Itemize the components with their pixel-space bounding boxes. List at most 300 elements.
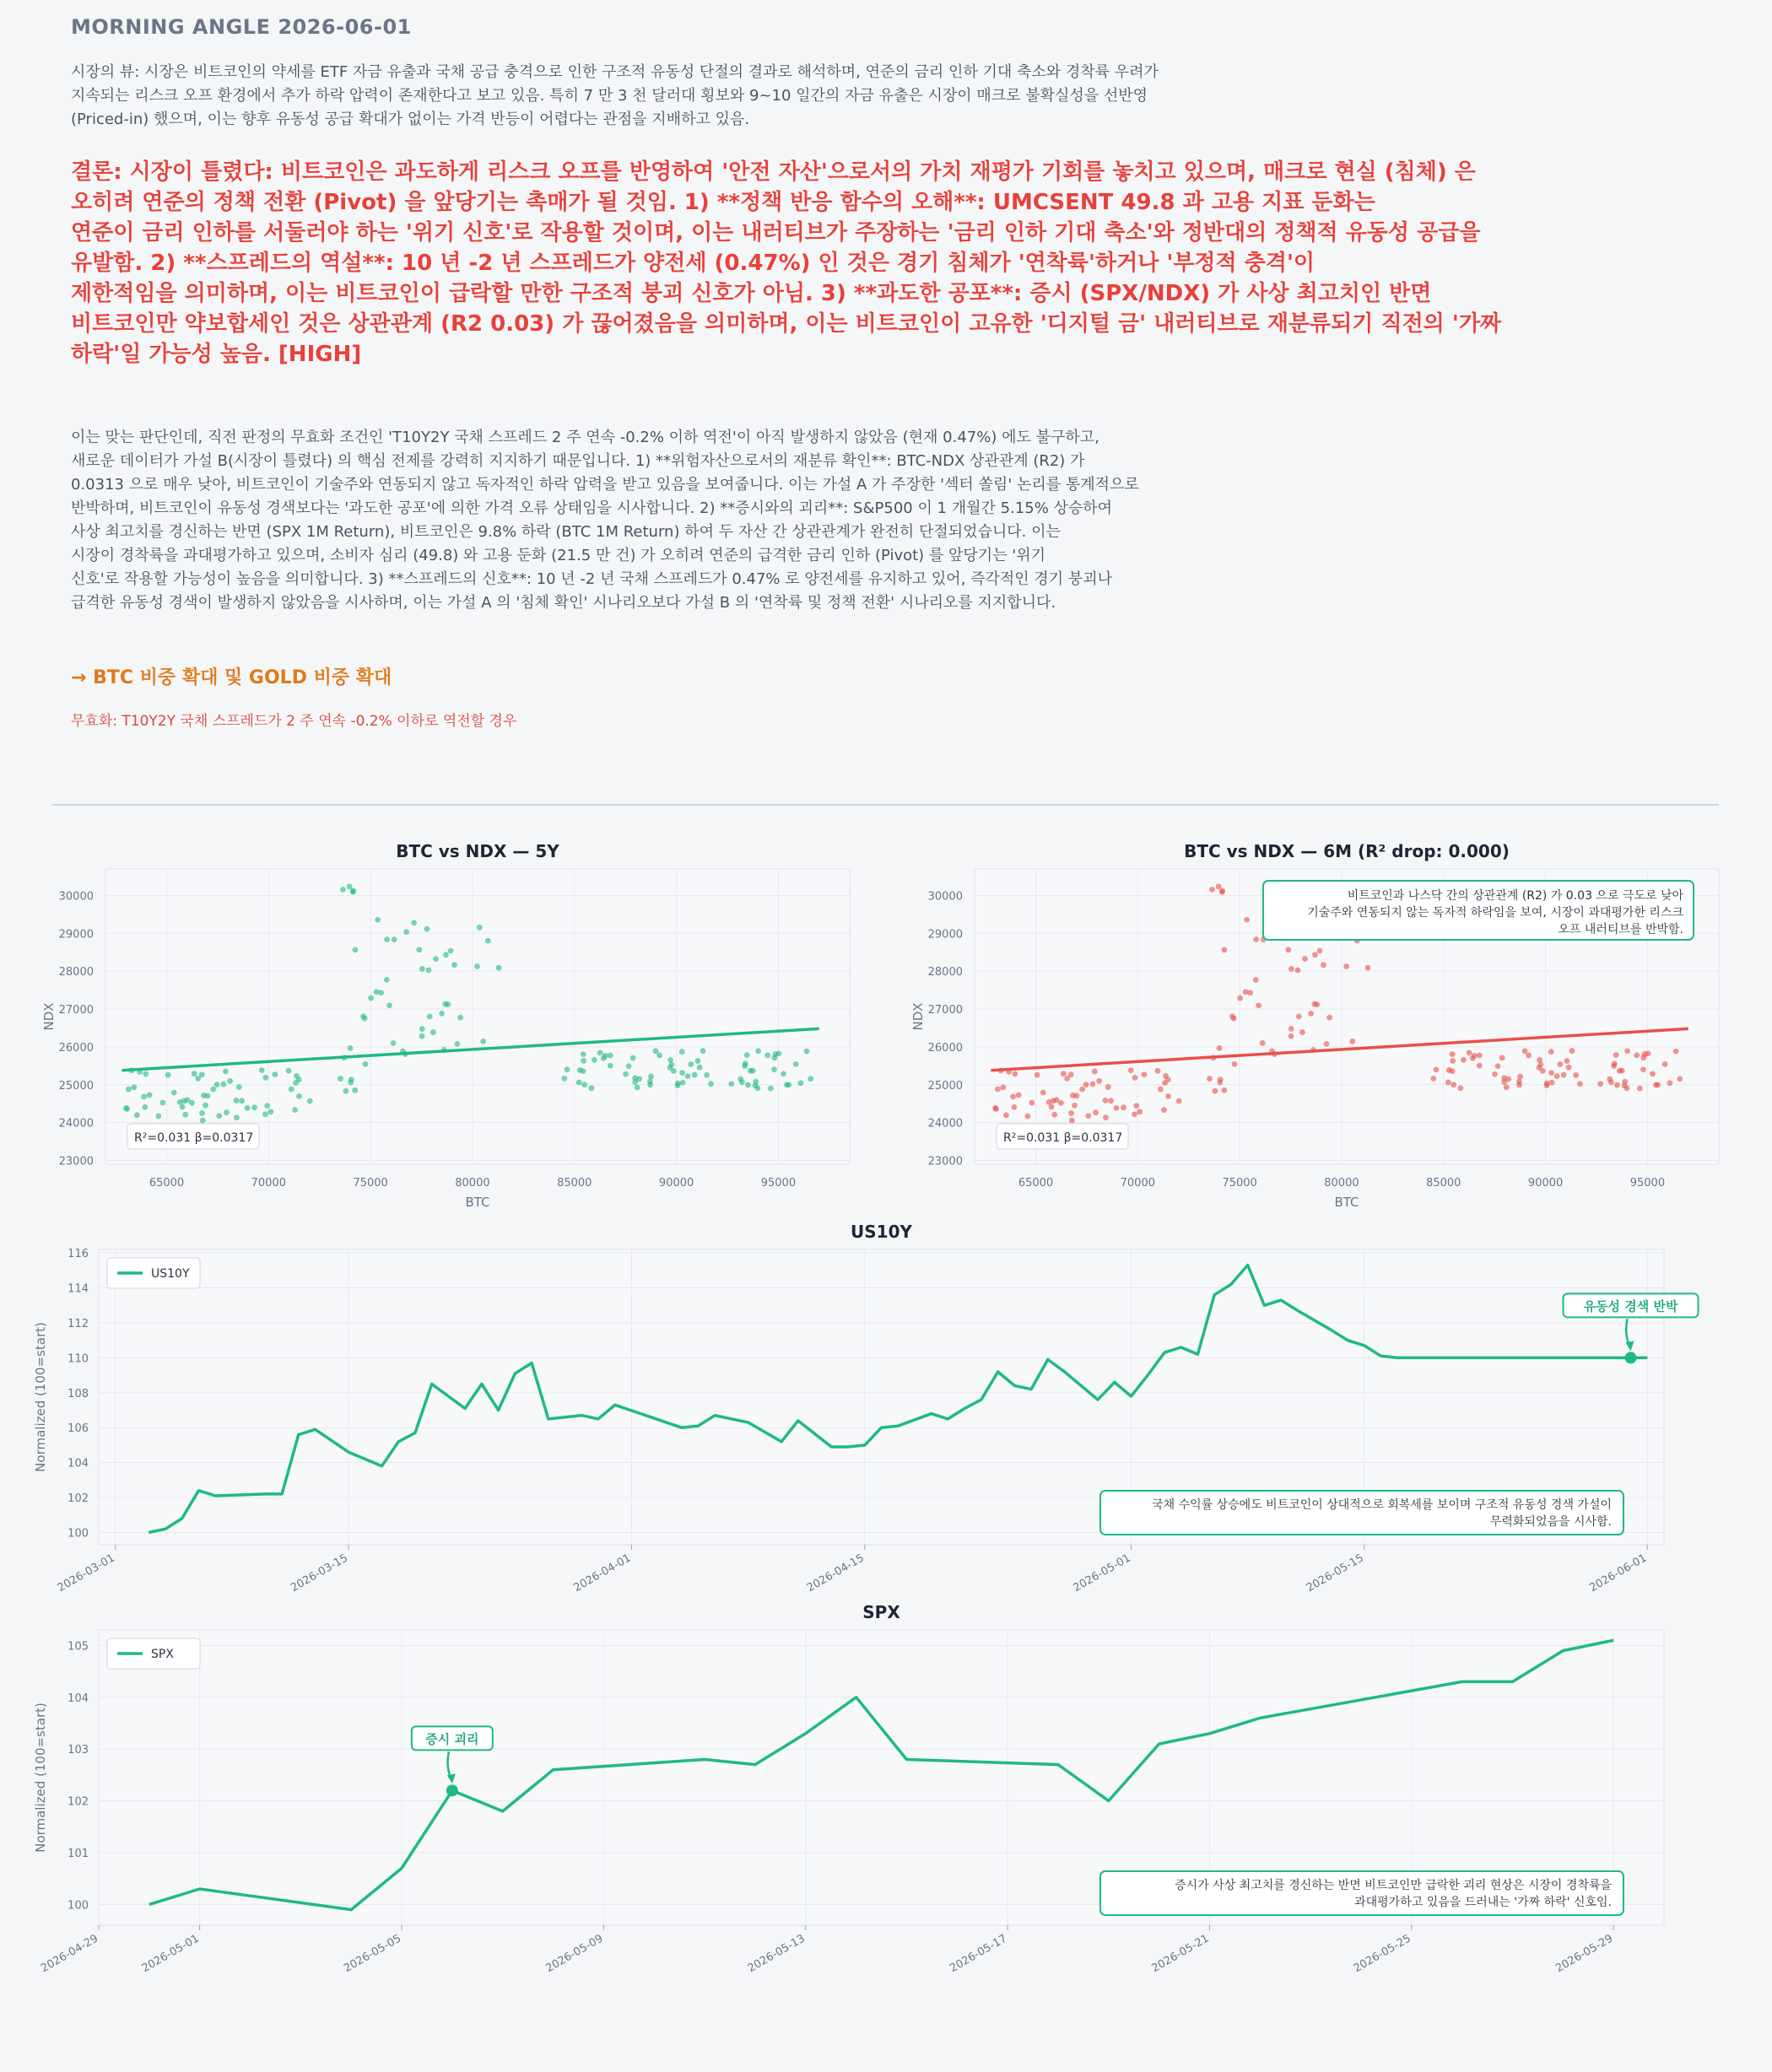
scatter-point <box>177 1099 183 1105</box>
scatter-point <box>182 1112 188 1118</box>
scatter-point <box>781 1071 786 1076</box>
scatter-point <box>1114 1105 1120 1111</box>
scatter-point <box>457 1015 463 1021</box>
scatter-point <box>623 1071 629 1077</box>
x-tick-label: 65000 <box>149 1177 185 1190</box>
scatter-point <box>1653 1082 1659 1087</box>
y-tick-label: 25000 <box>58 1079 94 1093</box>
scatter-point <box>576 1080 582 1086</box>
scatter-point <box>1011 1104 1017 1110</box>
y-tick-label: 106 <box>68 1422 89 1436</box>
scatter-point <box>1569 1048 1575 1054</box>
scatter-point <box>1457 1085 1463 1091</box>
y-tick-label: 26000 <box>58 1041 94 1055</box>
scatter-point <box>1326 1015 1332 1021</box>
scatter-point <box>1260 1040 1266 1046</box>
x-tick-label: 2026-05-09 <box>543 1932 606 1976</box>
scatter-point <box>597 1050 603 1056</box>
scatter-point <box>386 1002 392 1008</box>
scatter-point <box>165 1072 171 1078</box>
conclusion-line: 비트코인만 약보합세인 것은 상관관계 (R2 0.03) 가 끊어졌음을 의미하며, 이는 비트코인이 고유한 '디지털 금' 내러티브로 재분류되기 직전의 '가짜 <box>71 311 1502 337</box>
conclusion-line: 연준이 금리 인하를 서둘러야 하는 '위기 신호'로 작용할 것이며, 이는 내러티브가 주장하는 '금리 인하 기대 축소'와 정반대의 정책적 유동성 공급을 <box>71 220 1481 246</box>
scatter-point <box>451 962 457 968</box>
scatter-point <box>671 1068 677 1074</box>
scatter-point <box>338 1076 343 1082</box>
scatter-point <box>286 1068 292 1074</box>
scatter-point <box>227 1078 233 1084</box>
scatter-point <box>445 1001 451 1007</box>
x-tick-label: 2026-06-01 <box>1587 1551 1650 1595</box>
y-tick-label: 25000 <box>927 1079 963 1093</box>
y-tick-label: 23000 <box>927 1155 963 1168</box>
annotation-label: 유동성 경색 반박 <box>1583 1298 1678 1314</box>
y-tick-label: 27000 <box>58 1004 94 1017</box>
scatter-point <box>592 1057 597 1063</box>
scatter-point <box>1158 1087 1164 1093</box>
x-tick-label: 70000 <box>1120 1177 1155 1190</box>
scatter-point <box>296 1093 302 1099</box>
y-tick-label: 102 <box>68 1795 89 1809</box>
y-tick-label: 101 <box>68 1848 89 1861</box>
stats-label: R²=0.031 β=0.0317 <box>1003 1131 1123 1145</box>
x-tick-label: 75000 <box>353 1177 388 1190</box>
scatter-point <box>1217 1080 1223 1086</box>
y-tick-label: 100 <box>68 1527 89 1541</box>
scatter-point <box>1446 1067 1452 1073</box>
scatter-point <box>1247 990 1253 996</box>
scatter-chart-2 <box>910 841 1719 1210</box>
scatter-point <box>1548 1070 1554 1076</box>
y-axis-label: NDX <box>910 1002 926 1031</box>
scatter-point <box>745 1082 751 1088</box>
scatter-point <box>131 1084 137 1090</box>
scatter-point <box>784 1082 790 1087</box>
scatter-point <box>1365 965 1371 971</box>
scatter-point <box>1324 1041 1330 1047</box>
scatter-point <box>251 1104 257 1110</box>
scatter-point <box>392 936 397 942</box>
scatter-point <box>1072 1103 1078 1109</box>
y-axis-label: Normalized (100=start) <box>33 1322 48 1472</box>
scatter-point <box>728 1081 734 1087</box>
x-tick-label: 85000 <box>557 1177 592 1190</box>
scatter-point <box>1161 1107 1167 1113</box>
scatter-point <box>239 1098 245 1103</box>
scatter-point <box>1450 1051 1456 1057</box>
scatter-point <box>455 1041 461 1047</box>
scatter-point <box>1155 1068 1161 1074</box>
scatter-point <box>1495 1063 1501 1069</box>
scatter-point <box>1308 1011 1314 1017</box>
scatter-point <box>1288 1033 1294 1039</box>
scatter-point <box>588 1085 594 1091</box>
scatter-point <box>1288 1026 1294 1032</box>
scatter-point <box>1617 1068 1623 1074</box>
scatter-point <box>798 1080 804 1086</box>
x-tick-label: 2026-05-21 <box>1149 1932 1212 1976</box>
scatter-point <box>697 1065 703 1071</box>
scatter-point <box>293 1080 299 1086</box>
x-axis-label: BTC <box>1334 1195 1359 1210</box>
scatter-point <box>1085 1113 1091 1119</box>
y-tick-label: 26000 <box>927 1041 963 1055</box>
scatter-point <box>224 1109 230 1115</box>
scatter-point <box>273 1071 278 1077</box>
line-chart-spx <box>33 1602 1664 1975</box>
scatter-point <box>1054 1097 1060 1103</box>
scatter-point <box>1467 1050 1472 1056</box>
x-tick-label: 75000 <box>1222 1177 1257 1190</box>
scatter-point <box>1012 1071 1018 1077</box>
x-tick-label: 80000 <box>455 1177 490 1190</box>
x-tick-label: 2026-05-01 <box>139 1932 202 1976</box>
scatter-point <box>347 883 353 889</box>
scatter-point <box>384 936 390 942</box>
scatter-point <box>1544 1081 1550 1087</box>
scatter-point <box>1667 1080 1673 1086</box>
y-tick-label: 108 <box>68 1387 89 1400</box>
reasoning-line: 이는 맞는 판단인데, 직전 판정의 무효화 조건인 'T10Y2Y 국채 스프레드 2 주 연속 -0.2% 이하 역전'이 아직 발생하지 않았음 (현재 0.47%) 에도 불구하고, <box>71 429 1099 446</box>
scatter-point <box>581 1051 586 1057</box>
x-tick-label: 90000 <box>658 1177 694 1190</box>
note-text: 국채 수익률 상승에도 비트코인이 상대적으로 회복세를 보이며 구조적 유동성 경색 가설이 <box>1152 1498 1612 1512</box>
chart-title: SPX <box>862 1602 900 1622</box>
scatter-point <box>1343 963 1349 969</box>
scatter-point <box>147 1093 153 1098</box>
scatter-point <box>748 1068 754 1074</box>
x-tick-label: 90000 <box>1527 1177 1564 1190</box>
stats-label: R²=0.031 β=0.0317 <box>134 1131 254 1145</box>
scatter-point <box>1295 968 1301 974</box>
scatter-point <box>1024 1114 1030 1120</box>
scatter-point <box>1554 1073 1560 1079</box>
scatter-point <box>171 1090 177 1096</box>
scatter-point <box>685 1073 691 1079</box>
scatter-point <box>411 920 417 925</box>
scatter-point <box>1624 1048 1630 1054</box>
scatter-point <box>1165 1093 1171 1099</box>
scatter-point <box>1450 1058 1456 1064</box>
scatter-point <box>384 977 390 983</box>
reasoning-line: 새로운 데이터가 가설 B(시장이 틀렸다) 의 핵심 전제를 강력히 지지하기 때문입니다. 1) **위험자산으로서의 재분류 확인**: BTC-NDX 상관관계 (R2) 가 <box>71 452 1085 470</box>
scatter-point <box>343 1088 349 1094</box>
scatter-point <box>124 1106 130 1112</box>
scatter-point <box>267 1109 273 1114</box>
scatter-point <box>155 1114 161 1120</box>
scatter-point <box>234 1114 240 1120</box>
scatter-point <box>630 1055 636 1061</box>
scatter-point <box>1163 1073 1169 1079</box>
chart-title: BTC vs NDX — 5Y <box>396 841 559 861</box>
scatter-point <box>808 1076 813 1082</box>
x-tick-label: 95000 <box>1629 1177 1666 1190</box>
scatter-point <box>1288 966 1294 972</box>
scatter-point <box>1622 1079 1628 1085</box>
scatter-point <box>688 1061 694 1067</box>
scatter-point <box>1256 1002 1261 1008</box>
annotation-text: 오프 내러티브를 반박함. <box>1558 923 1683 936</box>
y-tick-label: 110 <box>68 1352 89 1366</box>
conclusion-line: 제한적임을 의미하며, 이는 비트코인이 급락할 만한 구조적 붕괴 신호가 아님. 3) **과도한 공포**: 증시 (SPX/NDX) 가 사상 최고치인 반면 <box>71 281 1432 306</box>
scatter-point <box>236 1084 242 1090</box>
scatter-point <box>648 1074 654 1080</box>
scatter-point <box>1128 1067 1134 1073</box>
scatter-point <box>1538 1061 1544 1067</box>
y-tick-label: 104 <box>68 1457 89 1470</box>
scatter-point <box>656 1053 662 1059</box>
scatter-point <box>1516 1079 1522 1085</box>
scatter-point <box>995 1087 1001 1093</box>
scatter-point <box>1096 1078 1102 1084</box>
scatter-point <box>1221 1087 1227 1093</box>
scatter-point <box>142 1104 148 1110</box>
scatter-point <box>1607 1076 1613 1082</box>
chart-title: US10Y <box>851 1222 912 1242</box>
y-tick-label: 28000 <box>58 966 94 979</box>
scatter-point <box>1640 1066 1646 1072</box>
scatter-point <box>1499 1055 1505 1061</box>
scatter-point <box>262 1111 268 1117</box>
scatter-point <box>1611 1063 1617 1069</box>
scatter-point <box>679 1070 685 1076</box>
scatter-point <box>695 1058 701 1064</box>
conclusion-line: 오히려 연준의 정책 전환 (Pivot) 을 앞당기는 촉매가 될 것임. 1) **정책 반응 함수의 오해**: UMCSENT 49.8 과 고용 지표 둔화는 <box>71 190 1375 215</box>
x-tick-label: 2026-05-15 <box>1304 1551 1366 1595</box>
scatter-point <box>1302 956 1308 962</box>
scatter-point <box>159 1100 165 1106</box>
scatter-point <box>439 1011 445 1017</box>
scatter-point <box>223 1069 229 1075</box>
scatter-point <box>477 925 483 931</box>
scatter-point <box>126 1087 132 1093</box>
scatter-point <box>647 1079 653 1085</box>
scatter-point <box>653 1048 659 1054</box>
scatter-point <box>744 1052 750 1058</box>
reasoning-line: 사상 최고치를 경신하는 반면 (SPX 1M Return), 비트코인은 9.8% 하락 (BTC 1M Return) 하여 두 자산 간 상관관계가 완전히 단절되었습니다. 이는 <box>71 523 1061 541</box>
x-tick-label: 2026-05-17 <box>948 1932 1010 1976</box>
scatter-point <box>443 952 449 958</box>
scatter-point <box>1317 948 1323 954</box>
scatter-point <box>1073 1093 1079 1099</box>
scatter-chart-1 <box>41 841 850 1210</box>
scatter-point <box>245 1105 251 1111</box>
scatter-point <box>289 1087 294 1093</box>
scatter-point <box>1237 996 1243 1001</box>
scatter-point <box>1068 1110 1074 1116</box>
scatter-point <box>1566 1065 1572 1071</box>
scatter-point <box>348 1080 354 1086</box>
scatter-point <box>737 1076 743 1082</box>
scatter-point <box>680 1080 686 1086</box>
scatter-point <box>185 1097 191 1103</box>
scatter-point <box>1121 1104 1126 1110</box>
scatter-point <box>755 1048 761 1054</box>
scatter-point <box>742 1063 748 1069</box>
scatter-point <box>1079 1087 1085 1093</box>
x-tick-label: 95000 <box>760 1177 797 1190</box>
scatter-point <box>292 1107 298 1113</box>
y-tick-label: 100 <box>68 1899 89 1913</box>
x-tick-label: 85000 <box>1426 1177 1461 1190</box>
action-line: → BTC 비중 확대 및 GOLD 비중 확대 <box>71 667 392 688</box>
scatter-point <box>430 1029 436 1035</box>
line-chart-us10y <box>33 1222 1699 1594</box>
y-tick-label: 27000 <box>927 1004 963 1017</box>
note-text: 증시가 사상 최고치를 경신하는 반면 비트코인만 급락한 괴리 현상은 시장이 경착륙을 <box>1175 1879 1612 1892</box>
scatter-point <box>1046 1099 1052 1105</box>
scatter-point <box>1003 1112 1009 1118</box>
scatter-point <box>764 1052 770 1058</box>
scatter-point <box>199 1110 205 1116</box>
scatter-point <box>1051 1112 1057 1118</box>
scatter-point <box>669 1061 675 1067</box>
scatter-point <box>1176 1098 1182 1104</box>
scatter-point <box>1561 1072 1567 1078</box>
scatter-point <box>1640 1055 1646 1060</box>
scatter-point <box>1573 1072 1579 1078</box>
scatter-point <box>1501 1079 1507 1085</box>
scatter-point <box>1477 1053 1483 1059</box>
y-tick-label: 30000 <box>58 890 94 904</box>
y-tick-label: 104 <box>68 1692 89 1705</box>
market-view-line: 시장의 뷰: 시장은 비트코인의 약세를 ETF 자금 유출과 국채 공급 충격으로 인한 구조적 유동성 단절의 결과로 해석하며, 연준의 금리 인하 기대 축소와 경착륙 우려가 <box>71 63 1159 81</box>
scatter-point <box>419 1033 425 1039</box>
scatter-point <box>427 1013 433 1019</box>
scatter-point <box>1253 977 1259 983</box>
scatter-point <box>1222 947 1228 953</box>
scatter-point <box>704 1072 710 1078</box>
scatter-point <box>1597 1081 1603 1087</box>
scatter-point <box>1517 1074 1523 1080</box>
scatter-point <box>1103 1098 1109 1103</box>
scatter-point <box>1321 962 1326 968</box>
scatter-point <box>419 966 425 972</box>
annotation-marker <box>1625 1352 1637 1363</box>
x-tick-label: 2026-04-15 <box>804 1551 867 1595</box>
scatter-point <box>1451 1082 1456 1087</box>
scatter-point <box>1299 1029 1305 1035</box>
scatter-point <box>234 1098 240 1103</box>
conclusion-line: 유발함. 2) **스프레드의 역설**: 10 년 -2 년 스프레드가 양전세 (0.47%) 인 것은 경기 침체가 '연착륙'하거나 '부정적 충격'이 <box>71 251 1315 276</box>
scatter-point <box>679 1049 685 1055</box>
scatter-point <box>1103 1114 1109 1120</box>
note-text: 무력화되었음을 시사함. <box>1489 1515 1612 1529</box>
x-tick-label: 2026-05-13 <box>745 1932 808 1976</box>
scatter-point <box>1312 952 1318 958</box>
scatter-point <box>424 926 430 932</box>
scatter-point <box>1064 1076 1070 1082</box>
annotation-marker <box>446 1784 458 1796</box>
scatter-point <box>192 1071 197 1076</box>
scatter-point <box>433 956 439 962</box>
x-tick-label: 65000 <box>1018 1177 1054 1190</box>
scatter-point <box>1314 1001 1320 1007</box>
note-text: 과대평가하고 있음을 드러내는 '가짜 하락' 신호임. <box>1354 1896 1612 1909</box>
scatter-point <box>1477 1063 1483 1069</box>
scatter-point <box>352 1087 358 1093</box>
scatter-point <box>307 1098 313 1104</box>
scatter-point <box>480 1039 486 1044</box>
scatter-point <box>294 1073 300 1079</box>
scatter-point <box>1133 1103 1139 1109</box>
scatter-point <box>141 1094 147 1100</box>
scatter-point <box>1445 1080 1451 1086</box>
scatter-point <box>1010 1094 1016 1100</box>
scatter-point <box>474 963 480 969</box>
y-tick-label: 29000 <box>927 928 963 942</box>
y-axis-label: NDX <box>41 1002 57 1031</box>
scatter-point <box>1244 917 1250 923</box>
scatter-point <box>416 947 422 952</box>
scatter-point <box>1137 1109 1143 1114</box>
scatter-point <box>768 1086 774 1092</box>
x-tick-label: 2026-03-15 <box>289 1551 351 1595</box>
scatter-point <box>1492 1071 1498 1077</box>
report-title: MORNING ANGLE 2026-06-01 <box>71 15 412 39</box>
scatter-point <box>1470 1055 1476 1061</box>
scatter-point <box>426 968 432 974</box>
scatter-point <box>1016 1093 1022 1098</box>
y-tick-label: 29000 <box>58 928 94 942</box>
conclusion-line: 결론: 시장이 틀렸다: 비트코인은 과도하게 리스크 오프를 반영하여 '안전 자산'으로서의 가치 재평가 기회를 놓치고 있으며, 매크로 현실 (침체) 은 <box>71 159 1476 185</box>
scatter-point <box>1132 1075 1137 1081</box>
scatter-point <box>143 1071 149 1077</box>
legend-label: SPX <box>151 1648 174 1661</box>
scatter-point <box>700 1048 706 1054</box>
scatter-point <box>1673 1049 1679 1055</box>
scatter-point <box>581 1058 586 1064</box>
scatter-point <box>1061 1071 1067 1076</box>
x-axis-label: BTC <box>465 1195 490 1210</box>
reasoning-line: 시장이 경착륙을 과대평가하고 있으며, 소비자 심리 (49.8) 와 고용 둔화 (21.5 만 건) 가 오히려 연준의 급격한 금리 인하 (Pivot) 를 앞당기는 '위기 <box>71 547 1046 564</box>
scatter-point <box>577 1067 583 1073</box>
scatter-point <box>1142 1071 1148 1077</box>
scatter-point <box>1548 1049 1554 1055</box>
scatter-point <box>771 1066 777 1072</box>
reasoning-line: 급격한 유동성 경색이 발생하지 않았음을 시사하며, 이는 가설 A 의 '침체 확인' 시나리오보다 가설 B 의 '연착륙 및 정책 전환' 시나리오를 지지합니다. <box>71 594 1056 612</box>
scatter-point <box>448 948 454 954</box>
scatter-point <box>793 1061 799 1067</box>
annotation-text: 비트코인과 나스닥 간의 상관관계 (R2) 가 0.03 으로 극도로 낮아 <box>1347 889 1683 903</box>
y-tick-label: 112 <box>68 1317 89 1330</box>
x-tick-label: 2026-05-01 <box>1071 1551 1133 1595</box>
chart-title: BTC vs NDX — 6M (R² drop: 0.000) <box>1184 841 1510 861</box>
scatter-point <box>1296 1013 1302 1019</box>
scatter-point <box>1069 1118 1075 1124</box>
scatter-point <box>608 1053 613 1059</box>
scatter-point <box>1526 1053 1532 1059</box>
scatter-point <box>708 1081 714 1087</box>
scatter-point <box>363 1061 369 1067</box>
scatter-point <box>216 1113 222 1119</box>
scatter-point <box>601 1055 607 1061</box>
scatter-point <box>368 996 374 1001</box>
scatter-point <box>204 1093 210 1099</box>
scatter-point <box>1677 1076 1683 1082</box>
scatter-point <box>561 1076 567 1082</box>
scatter-point <box>635 1084 640 1090</box>
scatter-point <box>1564 1058 1570 1064</box>
scatter-point <box>264 1103 270 1109</box>
y-tick-label: 102 <box>68 1492 89 1506</box>
scatter-point <box>496 965 502 971</box>
scatter-point <box>1207 1076 1213 1082</box>
scatter-point <box>134 1112 140 1118</box>
scatter-point <box>1577 1081 1583 1087</box>
scatter-point <box>1229 1013 1235 1019</box>
scatter-point <box>262 1075 268 1081</box>
scatter-point <box>1634 1052 1640 1058</box>
